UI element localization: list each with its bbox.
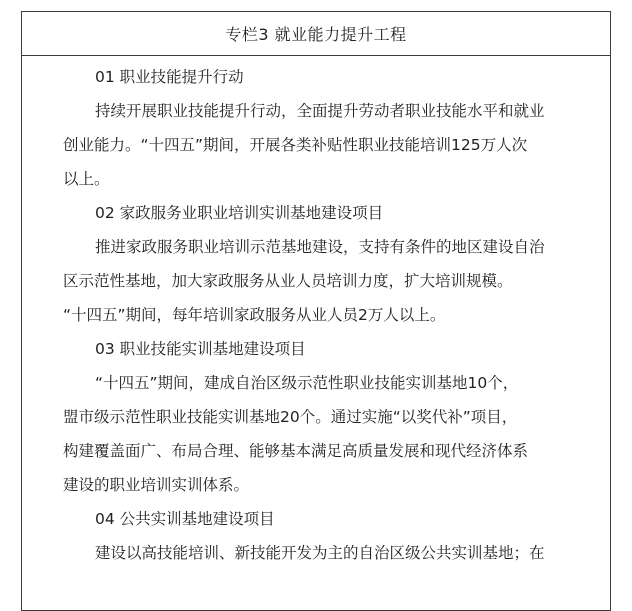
column-title: 专栏3 就业能力提升工程 — [22, 12, 610, 56]
section-heading-2: 02 家政服务业职业培训实训基地建设项目 — [95, 204, 384, 222]
paragraph-line: 盟市级示范性职业技能实训基地20个。通过实施“以奖代补”项目， — [63, 408, 518, 426]
paragraph-line: 持续开展职业技能提升行动，全面提升劳动者职业技能水平和就业 — [95, 102, 545, 120]
paragraph-line: 以上。 — [63, 170, 110, 188]
paragraph-line: 建设的职业培训实训体系。 — [63, 476, 250, 494]
paragraph-line: 推进家政服务职业培训示范基地建设，支持有条件的地区建设自治 — [95, 238, 545, 256]
paragraph-line: 区示范性基地，加大家政服务从业人员培训力度，扩大培训规模。 — [63, 272, 513, 290]
paragraph-line: 建设以高技能培训、新技能开发为主的自治区级公共实训基地；在 — [95, 544, 545, 562]
paragraph-line: “十四五”期间，建成自治区级示范性职业技能实训基地10个， — [95, 374, 519, 392]
section-heading-4: 04 公共实训基地建设项目 — [95, 510, 275, 528]
section-heading-3: 03 职业技能实训基地建设项目 — [95, 340, 306, 358]
section-heading-1: 01 职业技能提升行动 — [95, 68, 244, 86]
paragraph-line: “十四五”期间，每年培训家政服务从业人员2万人以上。 — [63, 306, 446, 324]
paragraph-line: 创业能力。“十四五”期间，开展各类补贴性职业技能培训125万人次 — [63, 136, 528, 154]
column-body — [22, 56, 610, 570]
paragraph-line: 构建覆盖面广、布局合理、能够基本满足高质量发展和现代经济体系 — [63, 442, 529, 460]
column-box — [21, 11, 611, 611]
